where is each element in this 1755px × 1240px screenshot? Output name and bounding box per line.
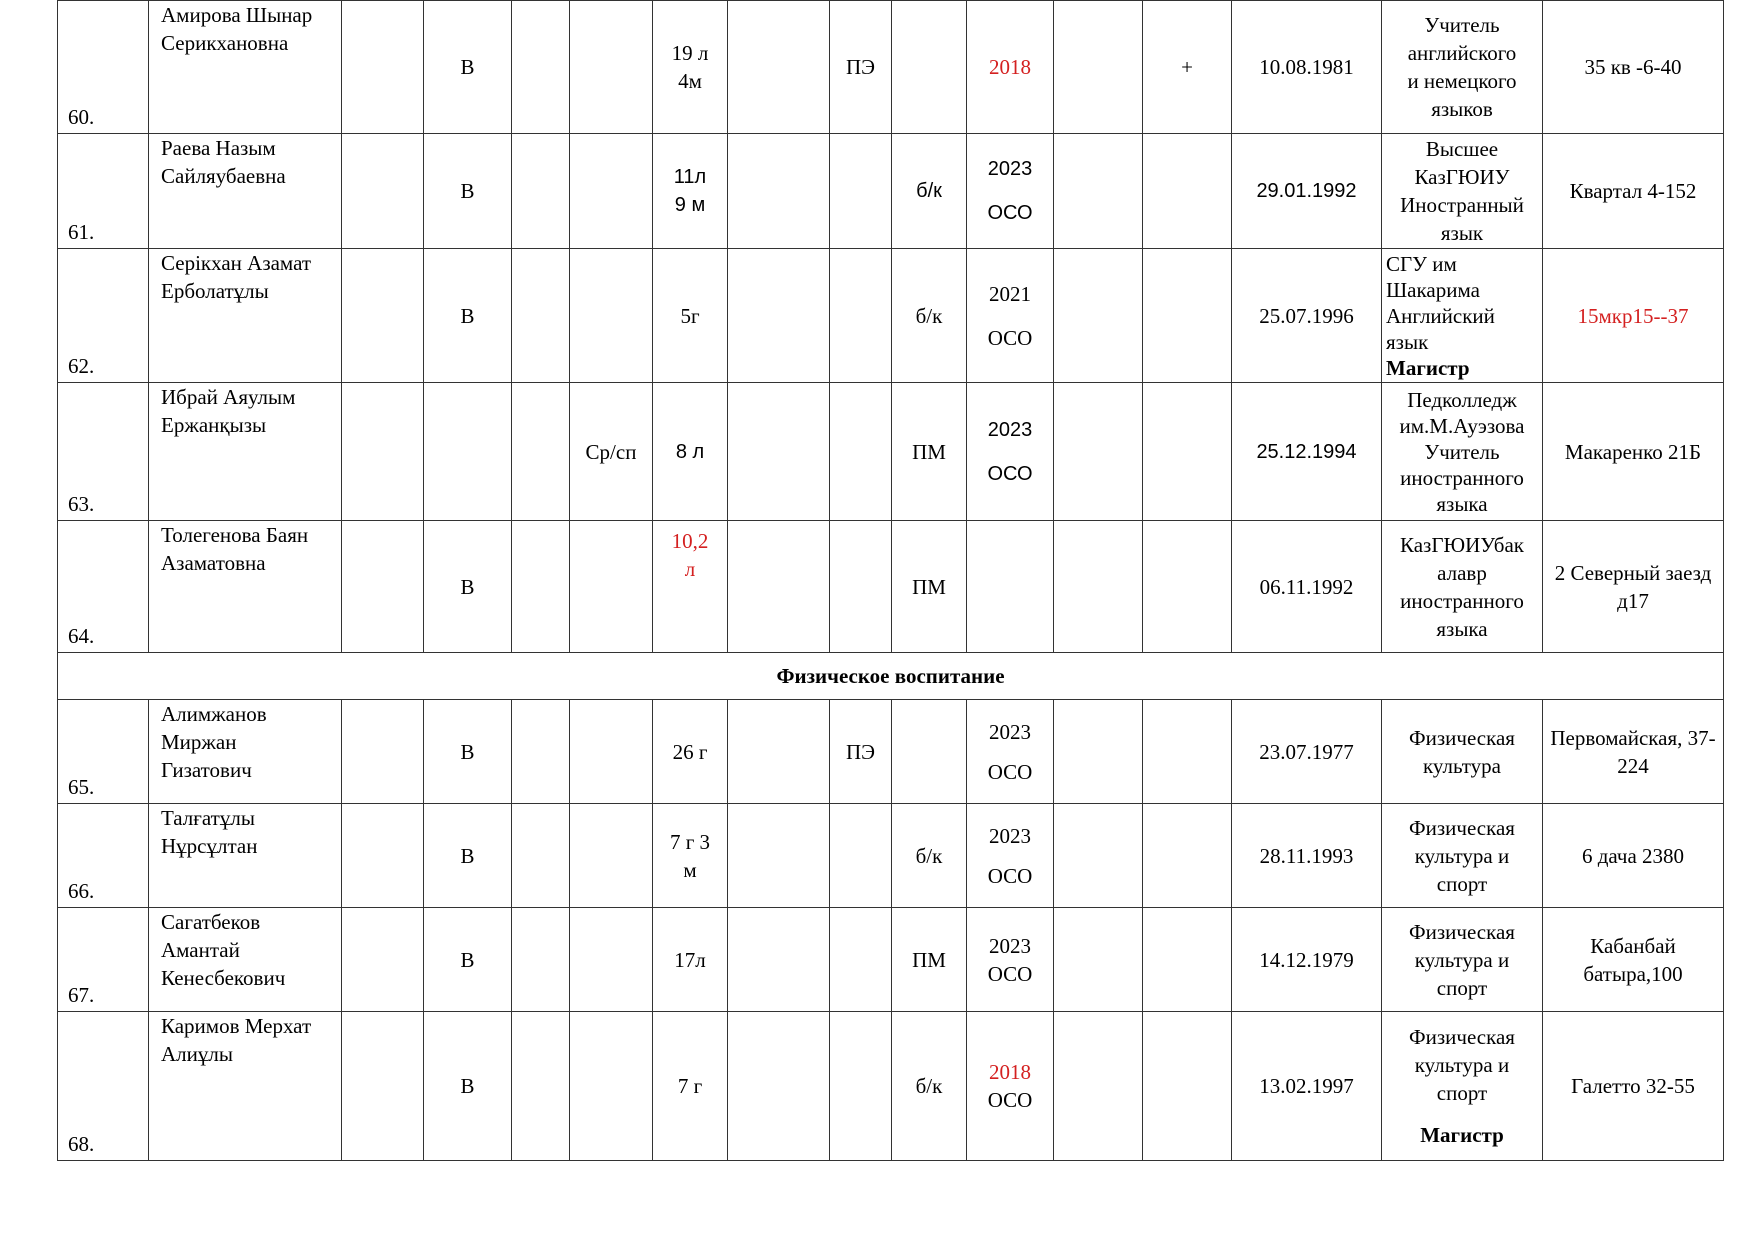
address: Кабанбай батыра,100 bbox=[1543, 908, 1724, 1012]
empty-cell bbox=[512, 804, 570, 908]
address: 6 дача 2380 bbox=[1543, 804, 1724, 908]
education-details: СГУ им Шакарима Английский язык Магистр bbox=[1382, 249, 1543, 383]
certification bbox=[967, 521, 1054, 653]
category-a: ПЭ bbox=[830, 1, 892, 134]
birth-date: 10.08.1981 bbox=[1232, 1, 1382, 134]
empty-cell bbox=[570, 804, 653, 908]
teacher-name: Раева Назым Сайляубаевна bbox=[149, 134, 342, 249]
work-experience: 10,2 л bbox=[653, 521, 728, 653]
table-row bbox=[58, 804, 1724, 908]
empty-cell bbox=[1054, 134, 1143, 249]
empty-cell bbox=[728, 1, 830, 134]
education-details: Учитель английского и немецкого языков bbox=[1382, 1, 1543, 134]
empty-cell bbox=[342, 804, 424, 908]
plus-mark bbox=[1143, 249, 1232, 383]
empty-cell bbox=[728, 908, 830, 1012]
category-a bbox=[830, 383, 892, 521]
empty-cell bbox=[342, 134, 424, 249]
work-experience: 19 л 4м bbox=[653, 1, 728, 134]
empty-cell bbox=[1054, 249, 1143, 383]
empty-cell bbox=[570, 908, 653, 1012]
education-level: В bbox=[424, 1012, 512, 1161]
empty-cell bbox=[512, 700, 570, 804]
table-row bbox=[58, 134, 1724, 249]
category-a bbox=[830, 804, 892, 908]
category-b: б/к bbox=[892, 134, 967, 249]
education-level: В bbox=[424, 1, 512, 134]
birth-date: 23.07.1977 bbox=[1232, 700, 1382, 804]
category-a bbox=[830, 134, 892, 249]
certification: 2023 ОСО bbox=[967, 908, 1054, 1012]
empty-cell bbox=[342, 1012, 424, 1161]
teacher-name: Ибрай Аяулым Ержанқызы bbox=[149, 383, 342, 521]
empty-cell bbox=[1054, 700, 1143, 804]
teacher-name: Алимжанов Миржан Гизатович bbox=[149, 700, 342, 804]
birth-date: 25.12.1994 bbox=[1232, 383, 1382, 521]
certification: 2023 ОСО bbox=[967, 383, 1054, 521]
plus-mark bbox=[1143, 521, 1232, 653]
empty-cell bbox=[1054, 908, 1143, 1012]
category-b: ПМ bbox=[892, 908, 967, 1012]
empty-cell bbox=[728, 804, 830, 908]
birth-date: 29.01.1992 bbox=[1232, 134, 1382, 249]
empty-cell bbox=[728, 249, 830, 383]
empty-cell bbox=[1143, 1012, 1232, 1161]
empty-cell bbox=[512, 383, 570, 521]
education-details: Физическая культура и спорт bbox=[1382, 804, 1543, 908]
empty-cell bbox=[1143, 804, 1232, 908]
table-row bbox=[58, 249, 1724, 383]
category-b: ПМ bbox=[892, 521, 967, 653]
plus-mark: + bbox=[1143, 1, 1232, 134]
empty-cell bbox=[342, 1, 424, 134]
work-experience: 7 г bbox=[653, 1012, 728, 1161]
work-experience: 5г bbox=[653, 249, 728, 383]
empty-cell bbox=[728, 1012, 830, 1161]
education-details: Физическая культура и спорт Магистр bbox=[1382, 1012, 1543, 1161]
education-details: Высшее КазГЮИУ Иностранный язык bbox=[1382, 134, 1543, 249]
empty-cell bbox=[1143, 908, 1232, 1012]
empty-cell bbox=[1054, 521, 1143, 653]
address: 15мкр15--37 bbox=[1543, 249, 1724, 383]
empty-cell bbox=[512, 1012, 570, 1161]
row-number: 67. bbox=[58, 908, 149, 1012]
table-row bbox=[58, 1012, 1724, 1161]
section-title: Физическое воспитание bbox=[58, 653, 1724, 700]
address: 2 Северный заезд д17 bbox=[1543, 521, 1724, 653]
degree-label: Магистр bbox=[1420, 1123, 1504, 1147]
section-header-row bbox=[58, 653, 1724, 700]
empty-cell bbox=[728, 521, 830, 653]
empty-cell bbox=[570, 1012, 653, 1161]
address: Макаренко 21Б bbox=[1543, 383, 1724, 521]
row-number: 66. bbox=[58, 804, 149, 908]
secondary-special bbox=[570, 249, 653, 383]
secondary-special bbox=[570, 521, 653, 653]
empty-cell bbox=[1143, 700, 1232, 804]
address: Галетто 32-55 bbox=[1543, 1012, 1724, 1161]
birth-date: 28.11.1993 bbox=[1232, 804, 1382, 908]
empty-cell bbox=[342, 908, 424, 1012]
empty-cell bbox=[728, 700, 830, 804]
empty-cell bbox=[342, 383, 424, 521]
plus-mark bbox=[1143, 383, 1232, 521]
empty-cell bbox=[1054, 804, 1143, 908]
empty-cell bbox=[342, 700, 424, 804]
category-a bbox=[830, 249, 892, 383]
empty-cell bbox=[1054, 1, 1143, 134]
empty-cell bbox=[570, 700, 653, 804]
work-experience: 8 л bbox=[653, 383, 728, 521]
secondary-special bbox=[570, 134, 653, 249]
education-level bbox=[424, 383, 512, 521]
row-number: 63. bbox=[58, 383, 149, 521]
teacher-name: Каримов Мерхат Алиұлы bbox=[149, 1012, 342, 1161]
education-details: Педколледж им.М.Ауэзова Учитель иностранного языка bbox=[1382, 383, 1543, 521]
teacher-name: Серікхан Азамат Ерболатұлы bbox=[149, 249, 342, 383]
certification: 2023 ОСО bbox=[967, 134, 1054, 249]
secondary-special bbox=[570, 1, 653, 134]
work-experience: 26 г bbox=[653, 700, 728, 804]
category-b bbox=[892, 700, 967, 804]
education-details: Физическая культура bbox=[1382, 700, 1543, 804]
birth-date: 25.07.1996 bbox=[1232, 249, 1382, 383]
empty-cell bbox=[512, 249, 570, 383]
birth-date: 14.12.1979 bbox=[1232, 908, 1382, 1012]
birth-date: 06.11.1992 bbox=[1232, 521, 1382, 653]
certification: 2018 ОСО bbox=[967, 1012, 1054, 1161]
empty-cell bbox=[1054, 1012, 1143, 1161]
work-experience: 17л bbox=[653, 908, 728, 1012]
row-number: 61. bbox=[58, 134, 149, 249]
empty-cell bbox=[728, 134, 830, 249]
certification: 2018 bbox=[967, 1, 1054, 134]
work-experience: 7 г 3 м bbox=[653, 804, 728, 908]
education-details: КазГЮИУбак алавр иностранного языка bbox=[1382, 521, 1543, 653]
category-b: ПМ bbox=[892, 383, 967, 521]
empty-cell bbox=[512, 134, 570, 249]
teacher-name: Сагатбеков Амантай Кенесбекович bbox=[149, 908, 342, 1012]
empty-cell bbox=[728, 383, 830, 521]
empty-cell bbox=[512, 1, 570, 134]
teacher-name: Толегенова Баян Азаматовна bbox=[149, 521, 342, 653]
table-row bbox=[58, 383, 1724, 521]
category-b: б/к bbox=[892, 1012, 967, 1161]
education-level: В bbox=[424, 908, 512, 1012]
category-a bbox=[830, 908, 892, 1012]
teacher-name: Амирова Шынар Серикхановна bbox=[149, 1, 342, 134]
education-level: В bbox=[424, 700, 512, 804]
teacher-name: Талғатұлы Нұрсұлтан bbox=[149, 804, 342, 908]
address: 35 кв -6-40 bbox=[1543, 1, 1724, 134]
row-number: 64. bbox=[58, 521, 149, 653]
category-a: ПЭ bbox=[830, 700, 892, 804]
address: Первомайская, 37-224 bbox=[1543, 700, 1724, 804]
certification: 2023 ОСО bbox=[967, 804, 1054, 908]
category-b bbox=[892, 1, 967, 134]
row-number: 62. bbox=[58, 249, 149, 383]
table-row bbox=[58, 1, 1724, 134]
category-a bbox=[830, 1012, 892, 1161]
table-row bbox=[58, 700, 1724, 804]
row-number: 68. bbox=[58, 1012, 149, 1161]
empty-cell bbox=[512, 521, 570, 653]
empty-cell bbox=[512, 908, 570, 1012]
table-row bbox=[58, 521, 1724, 653]
category-b: б/к bbox=[892, 249, 967, 383]
certification: 2023 ОСО bbox=[967, 700, 1054, 804]
education-level: В bbox=[424, 521, 512, 653]
degree-label: Магистр bbox=[1386, 355, 1470, 380]
row-number: 60. bbox=[58, 1, 149, 134]
birth-date: 13.02.1997 bbox=[1232, 1012, 1382, 1161]
category-a bbox=[830, 521, 892, 653]
table-row bbox=[58, 908, 1724, 1012]
work-experience: 11л 9 м bbox=[653, 134, 728, 249]
empty-cell bbox=[342, 521, 424, 653]
certification: 2021 ОСО bbox=[967, 249, 1054, 383]
education-level: В bbox=[424, 249, 512, 383]
plus-mark bbox=[1143, 134, 1232, 249]
education-level: В bbox=[424, 134, 512, 249]
category-b: б/к bbox=[892, 804, 967, 908]
staff-table bbox=[57, 0, 1724, 1161]
empty-cell bbox=[342, 249, 424, 383]
address: Квартал 4-152 bbox=[1543, 134, 1724, 249]
education-level: В bbox=[424, 804, 512, 908]
education-details: Физическая культура и спорт bbox=[1382, 908, 1543, 1012]
secondary-special: Ср/сп bbox=[570, 383, 653, 521]
empty-cell bbox=[1054, 383, 1143, 521]
row-number: 65. bbox=[58, 700, 149, 804]
